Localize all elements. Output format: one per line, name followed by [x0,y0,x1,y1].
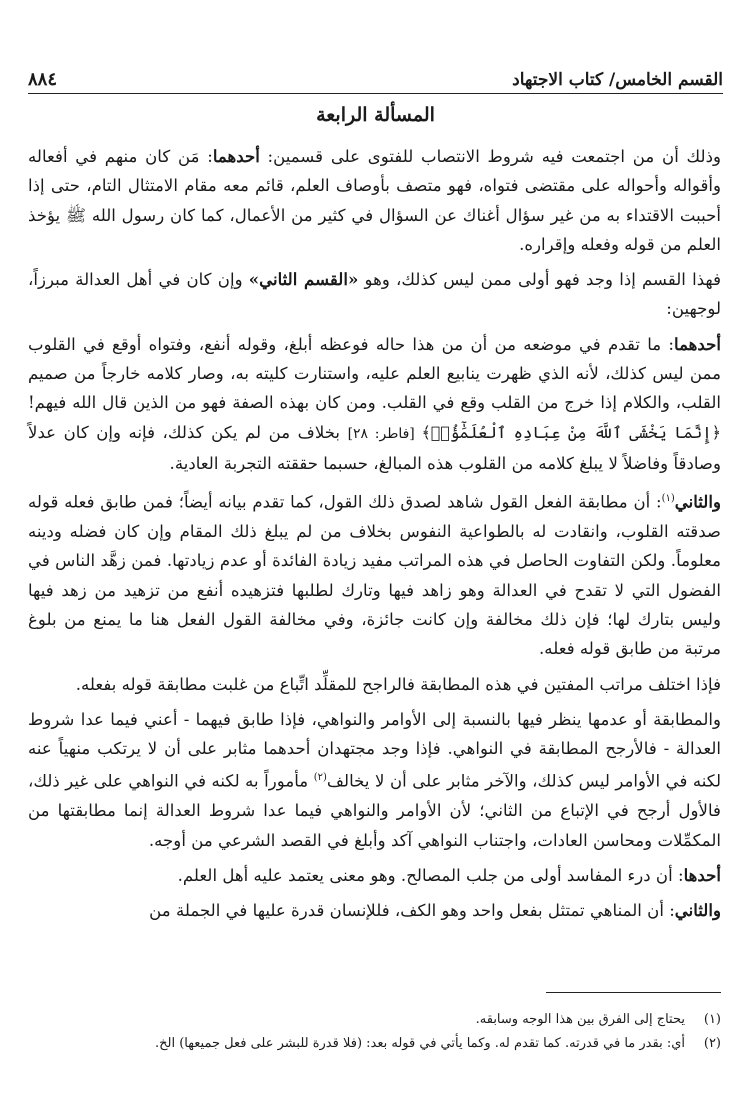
footnote-text: يحتاج إلى الفرق بين هذا الوجه وسابقه. [475,1012,685,1027]
term-first-aspect: أحدها [683,864,721,885]
footnote-number: (٢) [703,1036,721,1051]
paragraph-4: والثاني$^{(١)}$: أن مطابقة الفعل القول شاهد لصدق ذلك القول، كما تقدم بيانه أيضاً؛ فمن طابق فعله قوله صدقته القلوب، وانقادت له بالطواعية النفوس بخلاف من لم يبلغ ذلك المقام وإن كان فضله ودينه معلوماً. ولكن التفاوت الحاصل في هذه المراتب مفيد زيادة الفائدة أو عدم زيادتها. فمن زهَّد الناس في الفضول التي لا تقدح في العدالة وهو زاهد فيها وتارك لطلبها فتزهيده أنفع من تزهيد من زهد فيها وليس بتارك لها؛ فإن ذلك مخالفة وإن كانت جائزة، وفي مخالفة القول الفعل هنا ما يمنع من بلوغ مرتبة من طابق قوله فعله. [28,491,721,659]
main-text [28,142,721,931]
term-first-reason: أحدهما [674,333,721,354]
paragraph-2: فهذا القسم إذا وجد فهو أولى ممن ليس كذلك، وهو «القسم الثاني» وإن كان في أهل العدالة مبرزاً، لوجهين: [28,269,722,319]
paragraph-5: فإذا اختلف مراتب المفتين في هذه المطابقة فالراجح للمقلِّد اتِّباع من غلبت مطابقة قوله بفعله. [75,674,721,694]
running-header [28,58,723,94]
page-number: ٨٨٤ [28,69,58,90]
footnote-text: أي: بقدر ما في قدرته. كما تقدم له. وكما يأتي في قوله بعد: (فلا قدرة للبشر على فعل جميعها) الخ. [155,1036,685,1051]
footnote-ref-2[interactable]: (٢) [313,772,327,784]
verse-citation: [فاطر: ٢٨] [347,425,422,442]
paragraph-7: أحدها: أن درء المفاسد أولى من جلب المصالح. وهو معنى يعتمد عليه أهل العلم. [177,864,721,885]
header-title: القسم الخامس/ كتاب الاجتهاد [512,70,723,90]
footnote-ref-1[interactable]: (١) [661,493,675,505]
footnote-1 [28,1008,721,1032]
paragraph-8: والثاني: أن المناهي تمتثل بفعل واحد وهو الكف، فللإنسان قدرة عليها في الجملة من [149,900,721,921]
term-second-reason: والثاني [674,491,721,512]
term-first: أحدهما [212,146,260,166]
section-title: المسألة الرابعة [316,104,435,126]
term-second-section: «القسم الثاني» [248,269,359,290]
term-second-aspect: والثاني [674,900,721,921]
quran-verse: ﴿إِنَّمَا يَخْشَى ٱللَّهَ مِنْ عِبَادِهِ ٱلْعُلَمَٰٓؤُا۟﴾ [421,422,721,442]
paragraph-1: وذلك أن من اجتمعت فيه شروط الانتصاب للفتوى على قسمين: أحدهما: مَن كان منهم في أفعاله وأقواله وأحواله على مقتضى فتواه، فهو متصف بأوصاف العلم، قائم معه مقام الامتثال التام، حتى إذا أحببت الاقتداء به من غير سؤال أغناك عن السؤال في كثير من الأعمال، كما كان رسول الله ﷺ يؤخذ العلم من قوله وفعله وإقراره. [28,146,721,254]
paragraph-3: أحدهما: ما تقدم في موضعه من أن من هذا حاله فوعظه أبلغ، وقوله أنفع، وفتواه أوقع في القلوب ممن ليس كذلك، لأنه الذي ظهرت ينابيع العلم عليه، واستنارت كليته به، وصار كلامه خارجاً من صميم القلب، والكلام إذا خرج من القلب وقع في القلب. ومن كان بهذه الصفة فهو من الذين قال الله فيهم! ﴿إِنَّمَا يَخْشَى ٱللَّهَ مِنْ عِبَادِهِ ٱلْعُلَمَٰٓؤُا۟﴾ [فاطر: ٢٨] بخلاف من لم يكن كذلك، فإنه وإن كان عدلاً وصادقاً وفاضلاً لا يبلغ كلامه من القلوب هذه المبالغ، حسبما حققته التجربة العادية. [28,333,721,473]
footnote-2 [28,1032,721,1056]
footnote-number: (١) [703,1012,721,1027]
footnote-divider [546,992,721,993]
footnotes [28,1008,721,1056]
paragraph-6: والمطابقة أو عدمها ينظر فيها بالنسبة إلى الأوامر والنواهي، فإذا طابق فيهما - أعني فيما عدا شروط العدالة - فالأرجح المطابقة في النواهي. فإذا وجد مجتهدان أحدهما مثابر على أن لا يرتكب منهياً عنه لكنه في الأوامر ليس كذلك، والآخر مثابر على أن لا يخالف$^{(٢)}$ مأموراً به لكنه في النواهي على غير ذلك، فالأول أرجح في الإتباع من الثاني؛ لأن الأوامر والنواهي فيما عدا شروط العدالة إنما مطابقتها من المكمِّلات ومحاسن العادات، واجتناب النواهي آكد وأبلغ في القصد الشرعي من أوجه. [28,709,722,850]
